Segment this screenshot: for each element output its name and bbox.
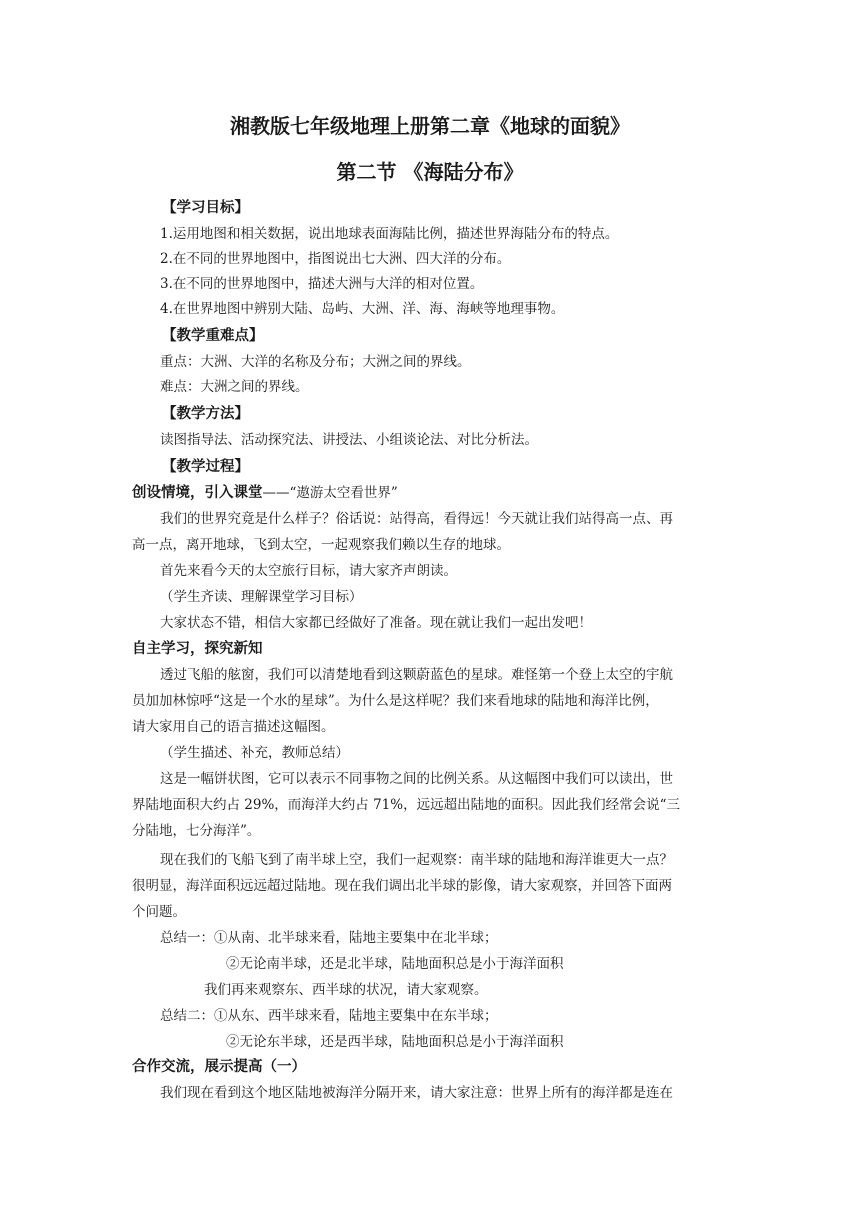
key-points-heading: 【教学重难点】 <box>162 328 264 344</box>
goal-line: 3.在不同的世界地图中，描述大洲与大洋的相对位置。 <box>160 276 484 292</box>
part3-title: 合作交流，展示提高（一） <box>132 1059 306 1075</box>
key-point-line: 难点：大洲之间的界线。 <box>160 379 309 395</box>
summary-line: ②无论南半球，还是北半球，陆地面积总是小于海洋面积 <box>226 956 564 972</box>
summary-line: ②无论东半球，还是西半球，陆地面积总是小于海洋面积 <box>226 1034 564 1050</box>
paragraph-line: 员加加林惊呼“这是一个水的星球”。为什么是这样呢？我们来看地球的陆地和海洋比例， <box>132 693 659 709</box>
goal-line: 1.运用地图和相关数据，说出地球表面海陆比例，描述世界海陆分布的特点。 <box>160 226 619 242</box>
section-subtitle: 第二节 《海陆分布》 <box>336 160 524 184</box>
key-point-line: 重点：大洲、大洋的名称及分布；大洲之间的界线。 <box>160 354 471 370</box>
paragraph-line: 这是一幅饼状图，它可以表示不同事物之间的比例关系。从这幅图中我们可以读出，世 <box>160 771 673 787</box>
paragraph-line: 界陆地面积大约占 29%，而海洋大约占 71%，远远超出陆地的面积。因此我们经常会说“三 <box>132 797 680 813</box>
paragraph-line: 透过飞船的舷窗，我们可以清楚地看到这颗蔚蓝色的星球。难怪第一个登上太空的宇航 <box>160 667 673 683</box>
paragraph-line: 很明显，海洋面积远远超过陆地。现在我们调出北半球的影像，请大家观察，并回答下面两 <box>132 878 672 894</box>
document-title: 湘教版七年级地理上册第二章《地球的面貌》 <box>230 114 630 138</box>
part1-title <box>132 481 732 505</box>
process-heading: 【教学过程】 <box>162 459 249 475</box>
part2-title: 自主学习，探究新知 <box>132 641 263 657</box>
paragraph-line: 请大家用自己的语言描述这幅图。 <box>132 719 335 735</box>
paragraph-line: 首先来看今天的太空旅行目标，请大家齐声朗读。 <box>160 563 457 579</box>
paragraph-line: 大家状态不错，相信大家都已经做好了准备。现在就让我们一起出发吧！ <box>160 615 592 631</box>
paragraph-line: 现在我们的飞船飞到了南半球上空，我们一起观察：南半球的陆地和海洋谁更大一点？ <box>160 852 673 868</box>
paragraph-line: 个问题。 <box>132 904 186 920</box>
paragraph-line: 我们现在看到这个地区陆地被海洋分隔开来，请大家注意：世界上所有的海洋都是连在 <box>160 1085 673 1101</box>
paragraph-line: 高一点，离开地球，飞到太空，一起观察我们赖以生存的地球。 <box>132 537 510 553</box>
paragraph-line: （学生齐读、理解课堂学习目标） <box>160 589 363 605</box>
part1-title-bold: 创设情境，引入课堂 <box>132 485 263 501</box>
paragraph-line: 我们再来观察东、西半球的状况，请大家观察。 <box>204 982 488 998</box>
paragraph-line: 我们的世界究竟是什么样子？俗话说：站得高，看得远！今天就让我们站得高一点、再 <box>160 511 673 527</box>
paragraph-line: （学生描述、补充，教师总结） <box>160 745 349 761</box>
part1-title-rest: ——“遨游太空看世界” <box>262 485 398 501</box>
goals-heading: 【学习目标】 <box>162 200 249 216</box>
methods-line: 读图指导法、活动探究法、讲授法、小组谈论法、对比分析法。 <box>160 432 538 448</box>
goal-line: 2.在不同的世界地图中，指图说出七大洲、四大洋的分布。 <box>160 251 511 267</box>
summary-line: 总结一：①从南、北半球来看，陆地主要集中在北半球； <box>160 930 498 946</box>
summary-line: 总结二：①从东、西半球来看，陆地主要集中在东半球； <box>160 1008 498 1024</box>
paragraph-line: 分陆地，七分海洋”。 <box>132 823 261 839</box>
methods-heading: 【教学方法】 <box>162 406 249 422</box>
goal-line: 4.在世界地图中辨别大陆、岛屿、大洲、洋、海、海峡等地理事物。 <box>160 301 565 317</box>
